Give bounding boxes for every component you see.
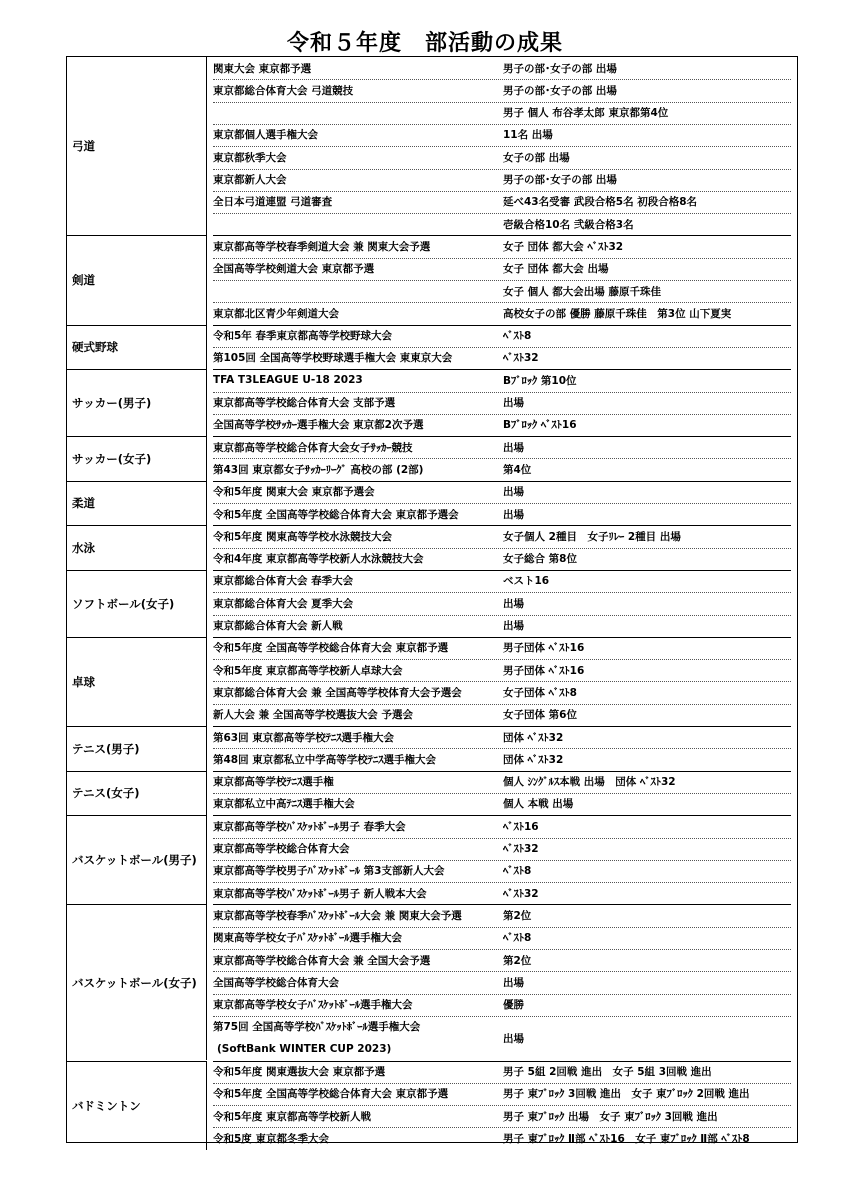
event-name: 東京都高等学校ﾃﾆｽ選手権 (213, 776, 334, 789)
event-name: 第43回 東京都女子ｻｯｶｰﾘｰｸﾞ 高校の部 (2部) (213, 463, 424, 476)
event-name: 令和5年度 東京都高等学校新人卓球大会 (213, 664, 403, 677)
club-divider (213, 771, 791, 772)
event-result: 男子 5組 2回戦 進出 女子 5組 3回戦 進出 (503, 1066, 712, 1078)
event-name: 関東大会 東京都予選 (213, 62, 312, 75)
club-divider (213, 637, 791, 638)
event-result: 女子団体 ﾍﾞｽﾄ8 (503, 686, 577, 699)
event-result: ﾍﾞｽﾄ8 (503, 865, 532, 878)
event-name: 東京都高等学校総合体育大会 (213, 843, 350, 855)
event-result: 男子団体 ﾍﾞｽﾄ16 (503, 642, 585, 655)
event-name: 全国高等学校剣道大会 東京都予選 (213, 263, 375, 276)
event-result: Bﾌﾞﾛｯｸ ﾍﾞｽﾄ16 (503, 419, 577, 432)
event-result: 女子の部 出場 (503, 151, 570, 164)
event-result: 女子 個人 都大会出場 藤原千珠佳 (503, 285, 661, 298)
event-name: 東京都高等学校総合体育大会 兼 全国大会予選 (213, 954, 431, 967)
event-name: 東京都高等学校女子ﾊﾞｽｹｯﾄﾎﾞｰﾙ選手権大会 (213, 999, 413, 1012)
event-name: 東京都総合体育大会 春季大会 (213, 575, 354, 588)
event-name: 東京都高等学校春季剣道大会 兼 関東大会予選 (213, 240, 431, 253)
event-result: 出場 (503, 508, 524, 521)
club-name: ソフトボール(女子) (67, 570, 207, 637)
event-name: 東京都総合体育大会 兼 全国高等学校体育大会予選会 (213, 686, 462, 699)
page-title: 令和５年度 部活動の成果 (286, 31, 563, 56)
event-name: 令和5年度 関東高等学校水泳競技大会 (213, 530, 392, 543)
event-result: 壱級合格10名 弐級合格3名 (503, 218, 634, 231)
club-name: サッカー(男子) (67, 369, 207, 436)
club-name: テニス(男子) (67, 726, 207, 771)
event-name: 東京都総合体育大会 夏季大会 (213, 597, 354, 610)
event-name: 関東高等学校女子ﾊﾞｽｹｯﾄﾎﾞｰﾙ選手権大会 (213, 932, 402, 945)
club-name: 柔道 (67, 481, 207, 526)
club-name: 卓球 (67, 637, 207, 726)
club-divider (213, 481, 791, 482)
event-result: 女子 団体 都大会 ﾍﾞｽﾄ32 (503, 240, 624, 253)
event-result: ベスト16 (503, 575, 550, 588)
event-result: 出場 (503, 441, 524, 454)
event-result: ﾍﾞｽﾄ32 (503, 352, 539, 365)
event-result: 高校女子の部 優勝 藤原千珠佳 第3位 山下夏実 (503, 307, 732, 320)
club-divider (213, 369, 791, 370)
event-result: 女子 団体 都大会 出場 (503, 263, 609, 276)
event-result: 第2位 (503, 954, 532, 967)
event-result: 女子個人 2種目 女子ﾘﾚｰ 2種目 出場 (503, 530, 681, 543)
event-result: 女子総合 第8位 (503, 553, 577, 566)
event-result: 女子団体 第6位 (503, 709, 577, 722)
event-result: 男子の部･女子の部 出場 (503, 62, 617, 75)
event-result: ﾍﾞｽﾄ16 (503, 820, 539, 833)
event-result: 出場 (503, 397, 524, 409)
event-name: 新人大会 兼 全国高等学校選抜大会 予選会 (213, 709, 413, 722)
club-name: バスケットボール(男子) (67, 815, 207, 904)
event-result: 男子の部･女子の部 出場 (503, 84, 617, 97)
event-result: ﾍﾞｽﾄ8 (503, 330, 532, 343)
club-divider (213, 436, 791, 437)
event-result: 団体 ﾍﾞｽﾄ32 (503, 731, 564, 744)
event-name: TFA T3LEAGUE U-18 2023 (213, 374, 363, 387)
event-name: 令和5度 東京都冬季大会 (213, 1132, 329, 1145)
event-name: 令和5年度 関東大会 東京都予選会 (213, 486, 375, 499)
event-name: 第63回 東京都高等学校ﾃﾆｽ選手権大会 (213, 731, 395, 744)
event-result: 出場 (503, 597, 524, 610)
club-divider (213, 815, 791, 816)
event-name: 東京都個人選手権大会 (213, 129, 318, 142)
event-name: 東京都秋季大会 (213, 151, 287, 164)
event-result: 個人 本戦 出場 (503, 798, 574, 811)
event-name: 東京都高等学校ﾊﾞｽｹｯﾄﾎﾞｰﾙ男子 春季大会 (213, 820, 406, 833)
club-name: サッカー(女子) (67, 436, 207, 481)
event-result: 男子団体 ﾍﾞｽﾄ16 (503, 664, 585, 677)
event-result: 男子 東ﾌﾞﾛｯｸ 出場 女子 東ﾌﾞﾛｯｸ 3回戦 進出 (503, 1110, 718, 1123)
event-name: 東京都高等学校男子ﾊﾞｽｹｯﾄﾎﾞｰﾙ 第3支部新人大会 (213, 865, 445, 878)
club-divider (213, 570, 791, 571)
event-result: ﾍﾞｽﾄ8 (503, 932, 532, 945)
event-result: ﾍﾞｽﾄ32 (503, 887, 539, 900)
event-name: 全日本弓道連盟 弓道審査 (213, 196, 333, 209)
event-name: 令和5年 春季東京都高等学校野球大会 (213, 330, 392, 343)
results-table (66, 56, 798, 1143)
event-name: 東京都北区青少年剣道大会 (213, 307, 339, 320)
event-name: 東京都高等学校総合体育大会女子ｻｯｶｰ競技 (213, 441, 413, 454)
event-result: 団体 ﾍﾞｽﾄ32 (503, 753, 564, 766)
club-divider (213, 1061, 791, 1062)
event-name: 東京都新人大会 (213, 174, 287, 186)
event-result: 延べ43名受審 武段合格5名 初段合格8名 (503, 196, 698, 209)
event-result: 男子 東ﾌﾞﾛｯｸ Ⅱ部 ﾍﾞｽﾄ16 女子 東ﾌﾞﾛｯｸ Ⅱ部 ﾍﾞｽﾄ8 (503, 1132, 750, 1145)
event-result: ﾍﾞｽﾄ32 (503, 843, 539, 855)
event-name: 東京都高等学校総合体育大会 支部予選 (213, 397, 396, 409)
event-name: 東京都総合体育大会 弓道競技 (213, 84, 354, 97)
event-result: 男子 東ﾌﾞﾛｯｸ 3回戦 進出 女子 東ﾌﾞﾛｯｸ 2回戦 進出 (503, 1088, 750, 1101)
event-name: 令和5年度 東京都高等学校新人戦 (213, 1110, 371, 1123)
club-name: バドミントン (67, 1061, 207, 1150)
event-name: 令和4年度 東京都高等学校新人水泳競技大会 (213, 553, 424, 566)
club-name: テニス(女子) (67, 771, 207, 816)
event-result: 男子 個人 布谷孝太郎 東京都第4位 (503, 107, 669, 120)
club-divider (213, 904, 791, 905)
event-name: 第75回 全国高等学校ﾊﾞｽｹｯﾄﾎﾞｰﾙ選手権大会 (213, 1021, 421, 1034)
event-name: 東京都私立中高ﾃﾆｽ選手権大会 (213, 798, 355, 811)
event-result: 出場 (503, 486, 524, 499)
club-name: 剣道 (67, 235, 207, 324)
event-result: 出場 (503, 620, 524, 632)
event-result: 個人 ｼﾝｸﾞﾙｽ本戦 出場 団体 ﾍﾞｽﾄ32 (503, 776, 676, 789)
event-name: 令和5年度 全国高等学校総合体育大会 東京都予選 (213, 1088, 449, 1101)
event-name: 第48回 東京都私立中学高等学校ﾃﾆｽ選手権大会 (213, 753, 437, 766)
club-divider (213, 525, 791, 526)
event-name: 第105回 全国高等学校野球選手権大会 東東京大会 (213, 352, 453, 365)
club-divider (213, 726, 791, 727)
club-name: 弓道 (67, 57, 207, 235)
event-name: 東京都高等学校ﾊﾞｽｹｯﾄﾎﾞｰﾙ男子 新人戦本大会 (213, 887, 427, 900)
event-result: 優勝 (503, 999, 524, 1012)
club-name: バスケットボール(女子) (67, 904, 207, 1060)
club-name: 硬式野球 (67, 325, 207, 370)
event-name: 令和5年度 全国高等学校総合体育大会 東京都予選会 (213, 508, 459, 521)
club-divider (213, 325, 791, 326)
club-divider (213, 235, 791, 236)
event-name: 全国高等学校ｻｯｶｰ選手権大会 東京都2次予選 (213, 419, 424, 432)
event-result: 出場 (503, 1032, 524, 1045)
event-result: 11名 出場 (503, 129, 553, 142)
event-name: 令和5年度 全国高等学校総合体育大会 東京都予選 (213, 642, 449, 655)
event-name: 令和5年度 関東選抜大会 東京都予選 (213, 1066, 386, 1078)
event-result: 出場 (503, 976, 524, 989)
event-name: 東京都高等学校春季ﾊﾞｽｹｯﾄﾎﾞｰﾙ大会 兼 関東大会予選 (213, 909, 462, 922)
event-name: 全国高等学校総合体育大会 (213, 976, 339, 989)
event-result: Bﾌﾞﾛｯｸ 第10位 (503, 374, 577, 387)
event-result: 第2位 (503, 909, 532, 922)
event-name: 東京都総合体育大会 新人戦 (213, 620, 343, 632)
event-result: 第4位 (503, 463, 532, 476)
event-result: 男子の部･女子の部 出場 (503, 174, 617, 186)
club-name: 水泳 (67, 525, 207, 570)
event-subtitle: (SoftBank WINTER CUP 2023) (217, 1043, 392, 1056)
